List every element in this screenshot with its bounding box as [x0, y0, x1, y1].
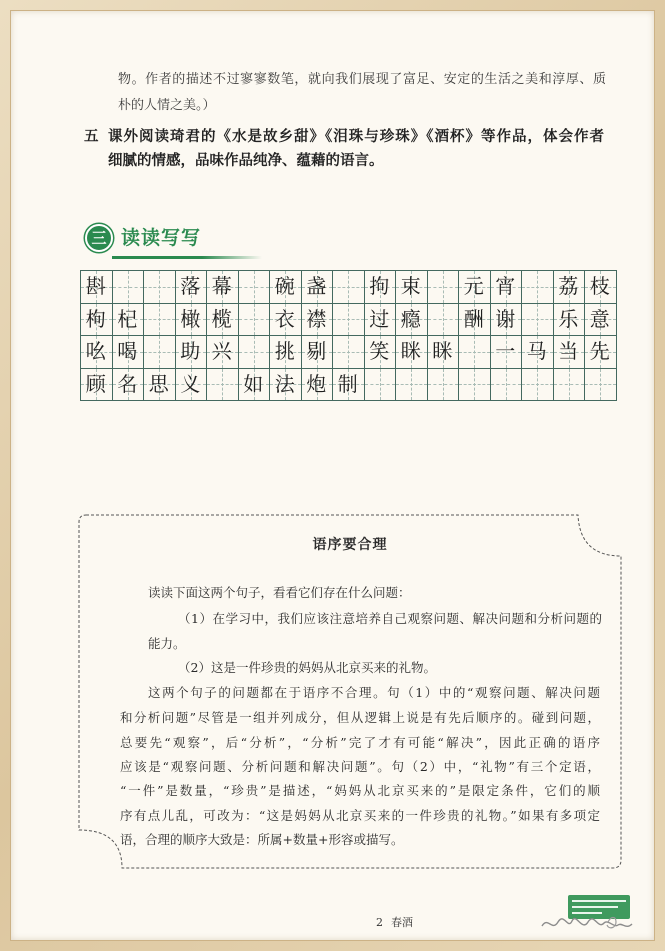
grid-word: 顾名思义: [85, 371, 212, 396]
exercise-line: 课外阅读琦君的《水是故乡甜》《泪珠与珍珠》《酒杯》等作品，体会作者: [108, 128, 604, 145]
knowledge-box-line: 读读下面这两个句子，看看它们存在什么问题：: [148, 585, 411, 600]
grid-word: 挑剔: [274, 339, 338, 363]
word-grid: [80, 270, 622, 401]
section-number-badge: 三: [85, 224, 113, 252]
grid-cell: [490, 368, 522, 401]
knowledge-box-line: 总要先“观察”，后“分析”，“分析”完了才有可能“解决”，因此正确的语序: [120, 735, 600, 750]
grid-word: 枸杞: [85, 306, 149, 331]
knowledge-box-line: “一件”是数量，“珍贵”是描述，“妈妈从北京买来的”是限定条件，它们的顺: [120, 783, 600, 798]
grid-word: 元宵: [463, 274, 527, 298]
grid-word: 酬谢: [463, 306, 527, 331]
grid-word: 助兴: [180, 339, 244, 363]
knowledge-box-line: 这两个句子的问题都在于语序不合理。句（1）中的“观察问题、解决问题: [148, 685, 600, 700]
grid-word: 一马当先: [495, 339, 622, 363]
grid-word: 斟: [85, 274, 118, 298]
knowledge-box-line: 和分析问题”尽管是一组并列成分，但从逻辑上说是有先后顺序的。碰到问题，: [120, 710, 600, 725]
grid-cell: [584, 368, 616, 401]
exercise-number: 五: [84, 128, 99, 145]
grid-cell: [395, 368, 427, 401]
knowledge-box-title: 语序要合理: [312, 537, 388, 553]
grid-word: 笑眯眯: [369, 339, 464, 363]
footer-page-number: 2: [376, 916, 383, 929]
grid-cell: [521, 368, 553, 401]
knowledge-box-line: 能力。: [148, 636, 186, 651]
knowledge-box-line: 语，合理的顺序大致是：所属+数量+形容或描写。: [120, 832, 404, 847]
grid-word: 乐意: [558, 306, 622, 331]
exercise-line: 细腻的情感，品味作品纯净、蕴藉的语言。: [108, 152, 384, 169]
knowledge-box-line: 序有点儿乱，可改为：“这是妈妈从北京买来的一件珍贵的礼物。”如果有多项定: [120, 808, 600, 823]
grid-cell: [458, 368, 490, 401]
grid-word: 拘束: [369, 274, 433, 298]
knowledge-box-line: （1）在学习中，我们应该注意培养自己观察问题、解决问题和分析问题的: [178, 611, 602, 626]
grid-word: 荔枝: [558, 274, 622, 298]
continuation-line: 物。作者的描述不过寥寥数笔，就向我们展现了富足、安定的生活之美和淳厚、质: [118, 72, 606, 87]
grid-word: 吆喝: [85, 339, 149, 363]
footer-lesson-title: 春酒: [391, 916, 413, 929]
section-title: 读读写写: [121, 227, 202, 249]
grid-word: 落幕: [180, 274, 244, 298]
knowledge-box-line: 应该是“观察问题、分析问题和解决问题”。句（2）中，“礼物”有三个定语，: [120, 759, 600, 774]
grid-cell: [553, 368, 585, 401]
grid-word: 如法炮制: [243, 371, 370, 396]
grid-word: 过瘾: [369, 306, 433, 331]
grid-cell: [427, 368, 459, 401]
grid-cell: [143, 270, 175, 303]
grid-word: 橄榄: [180, 306, 244, 331]
knowledge-box-line: （2）这是一件珍贵的妈妈从北京买来的礼物。: [178, 660, 436, 675]
section-underline: [112, 256, 262, 259]
continuation-line: 朴的人情之美。）: [118, 98, 216, 113]
publisher-logo-icon: [538, 892, 638, 937]
grid-word: 衣襟: [274, 306, 338, 331]
grid-word: 碗盏: [274, 274, 338, 298]
